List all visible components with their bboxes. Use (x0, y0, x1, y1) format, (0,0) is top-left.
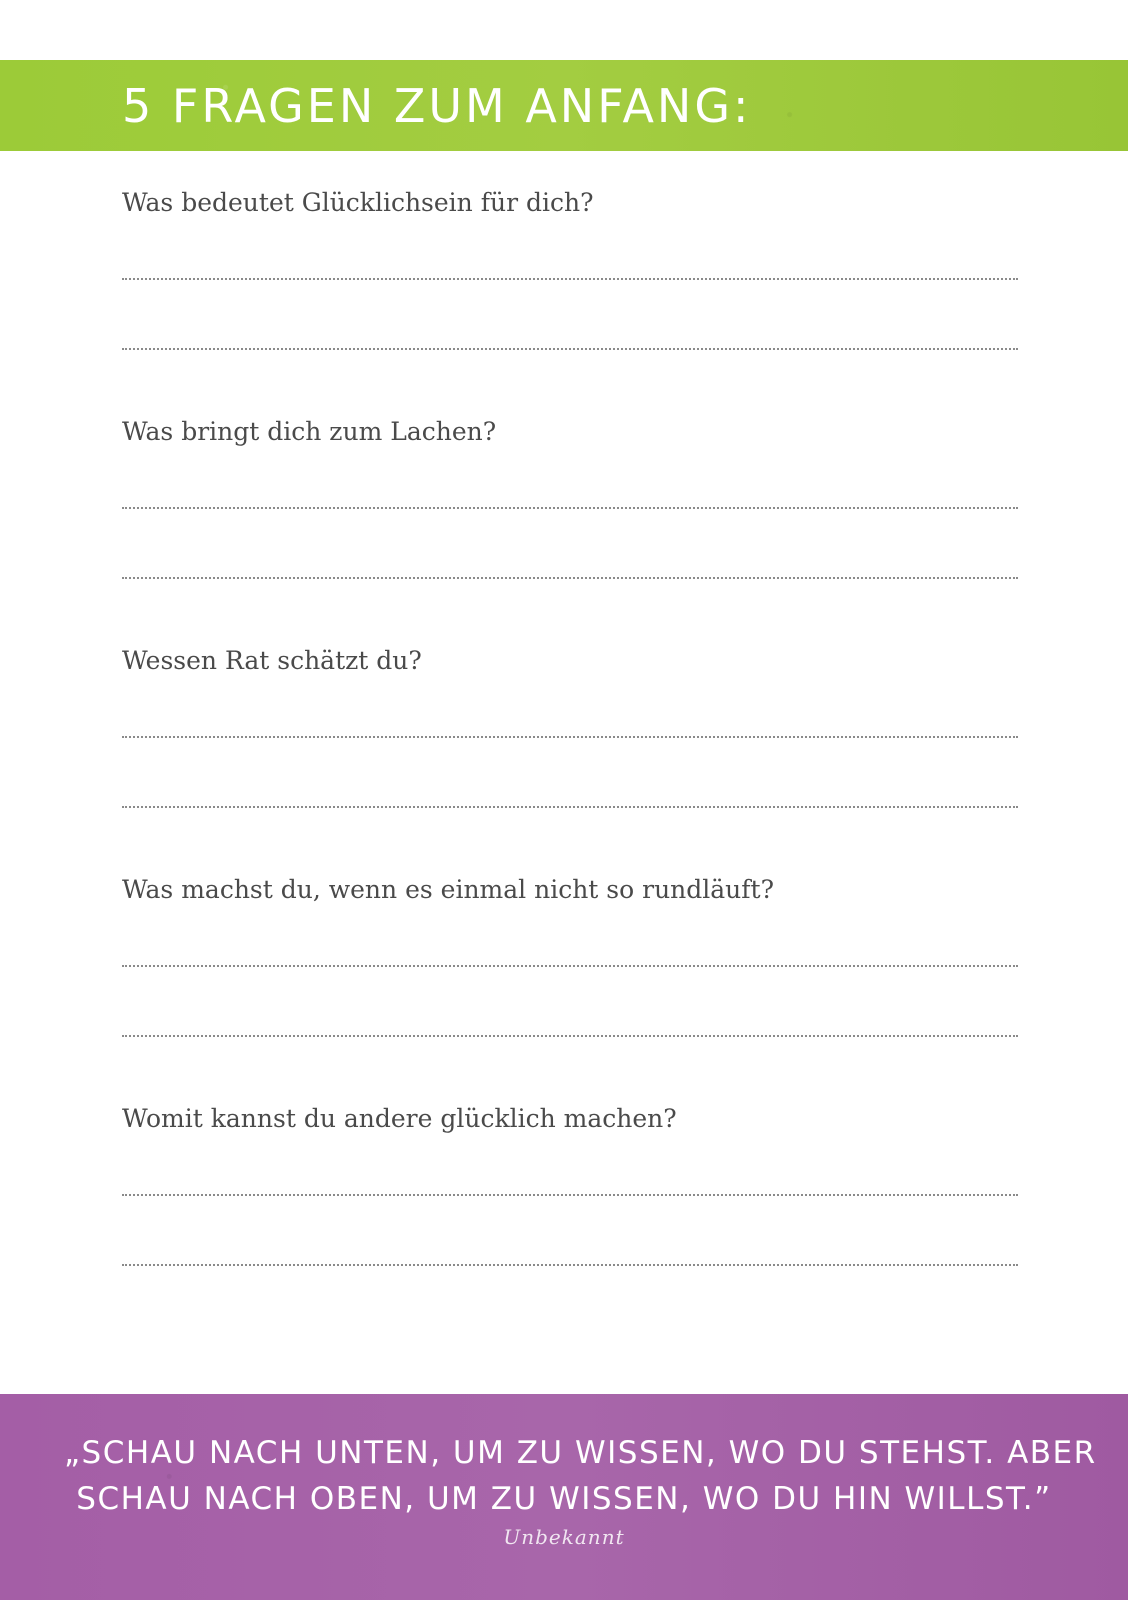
answer-line[interactable] (122, 1035, 1018, 1037)
question-text: Was bringt dich zum Lachen? (122, 417, 497, 446)
answer-line[interactable] (122, 577, 1018, 579)
question-block (122, 1102, 1018, 1302)
quote-band (0, 1394, 1128, 1600)
page-title: 5 FRAGEN ZUM ANFANG: (122, 79, 752, 133)
question-block (122, 415, 1018, 615)
question-text: Wessen Rat schätzt du? (122, 646, 422, 675)
answer-line[interactable] (122, 806, 1018, 808)
answer-line[interactable] (122, 965, 1018, 967)
question-block (122, 873, 1018, 1073)
question-block (122, 186, 1018, 386)
answer-line[interactable] (122, 1264, 1018, 1266)
quote-line: „SCHAU NACH UNTEN, UM ZU WISSEN, WO DU STEHST. ABER (64, 1435, 1097, 1471)
answer-line[interactable] (122, 348, 1018, 350)
question-text: Was machst du, wenn es einmal nicht so rundläuft? (122, 875, 774, 904)
question-block (122, 644, 1018, 844)
answer-line[interactable] (122, 507, 1018, 509)
question-text: Was bedeutet Glücklichsein für dich? (122, 188, 594, 217)
header-band (0, 60, 1128, 151)
quote-text (64, 1430, 1097, 1522)
answer-line[interactable] (122, 736, 1018, 738)
question-text: Womit kannst du andere glücklich machen? (122, 1104, 677, 1133)
answer-line[interactable] (122, 278, 1018, 280)
answer-line[interactable] (122, 1194, 1018, 1196)
quote-line: SCHAU NACH OBEN, UM ZU WISSEN, WO DU HIN WILLST.” (76, 1481, 1052, 1517)
quote-author: Unbekannt (503, 1525, 625, 1549)
